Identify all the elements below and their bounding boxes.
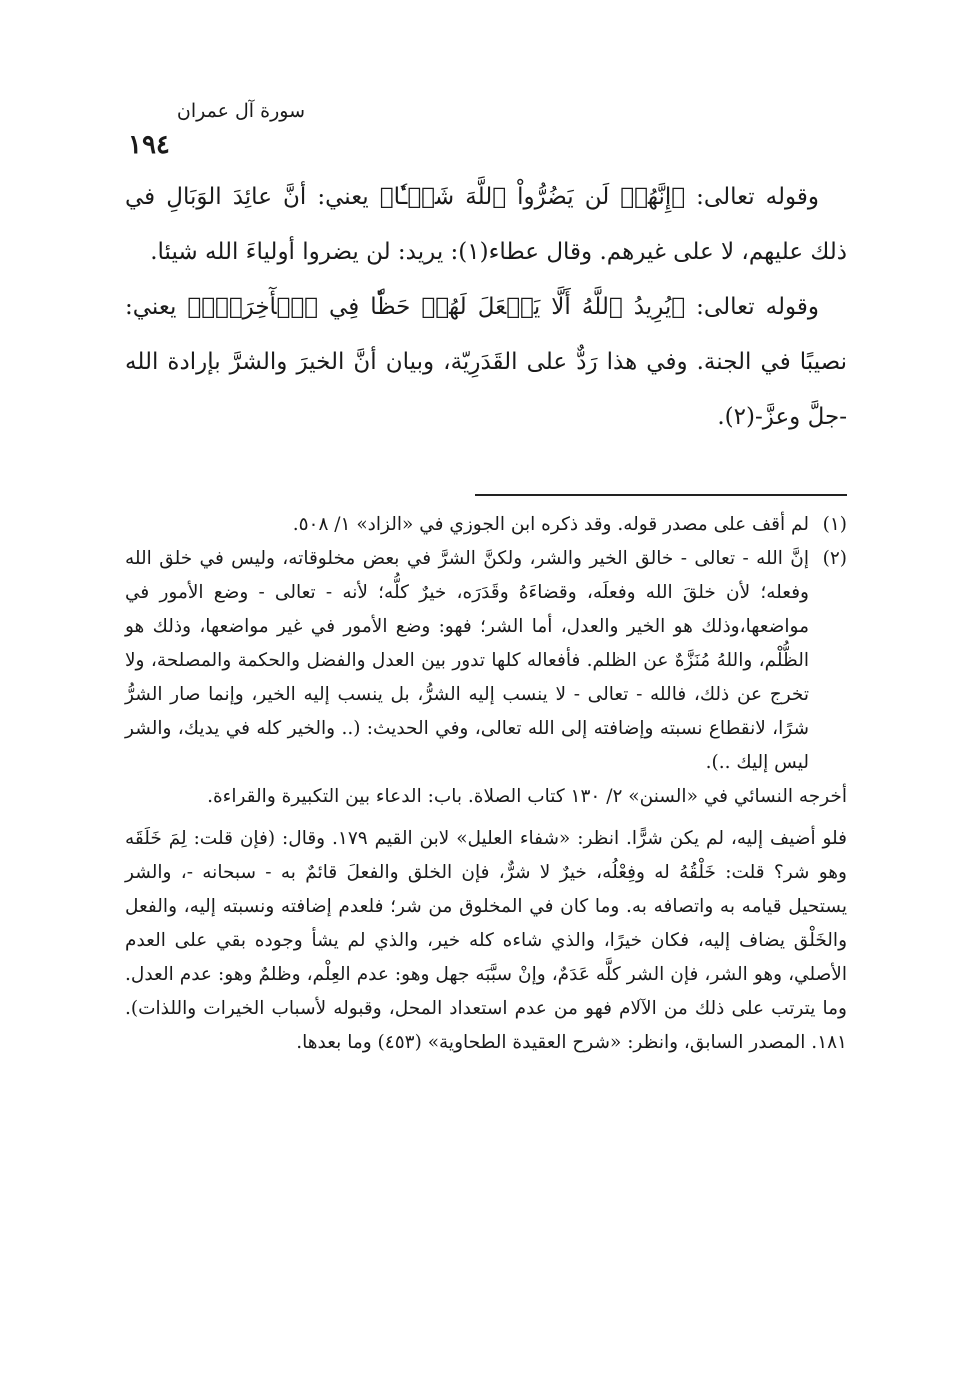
- running-header: سورة آل عمران: [176, 100, 305, 122]
- paragraph-2-text: وقوله تعالى: ﴿يُرِيدُ ٱللَّهُ أَلَّا يَجۡعَلَ لَهُمۡ حَظّٗا فِي ٱلۡأٓخِرَةِۖ﴾ يعني: نصيبًا في الجنة. وفي هذا رَدٌّ على القَدَرِيّة، وبيان أنَّ الخيرَ والشرَّ بإرادة الله -جلَّ وعزَّ-(٢).: [125, 294, 847, 430]
- footnote-2-number: (٢): [822, 548, 847, 569]
- footnote-separator: [475, 494, 847, 496]
- footnote-1: [125, 508, 847, 542]
- footnote-2-text: إنَّ الله - تعالى - خالق الخير والشر، ولكنَّ الشرَّ في بعض مخلوقاته، وليس في خلق الله وفعله؛ لأن خلقَ الله وفعلَه، وقضاءَهُ وقَدَرَه، خيرٌ كلُّه؛ لأنه - تعالى - وضع الأمور في مواضعها،وذلك هو الخير والعدل، أما الشر؛ فهو: وضع الأمور في غير مواضعها، وذلك هو الظُّلْم، واللهُ مُنَزَّهٌ عن الظلم. فأفعاله كلها تدور بين العدل والفضل والحكمة والمصلحة، ولا تخرج عن ذلك، فالله - تعالى - لا ينسب إليه الشرُّ، بل ينسب إليه الخير، وإنما صار الشرُّ شرًا، لانقطاع نسبته وإضافته إلى الله تعالى، وفي الحديث: (.. والخير كله في يديك، والشر ليس إليك ..).: [125, 548, 809, 773]
- footnote-2-continuation: فلو أضيف إليه، لم يكن شرًّا. انظر: «شفاء العليل» لابن القيم ١٧٩. وقال: (فإن قلت: لِمَ خَلَقَه وهو شر؟ قلت: خَلْقُهُ له وفِعْلُه، خيرٌ لا شرٌّ، فإن الخلق والفعلَ قائمٌ به - سبحانه -، والشر يستحيل قيامه به واتصافه به. وما كان في المخلوق من شر؛ فلعدم إضافته ونسبته إليه، والفعل والخَلْق يضاف إليه، فكان خيرًا، والذي شاءه كله خير، والذي لم يشأ وجوده بقي على العدم الأصلي، وهو الشر، فإن الشر كلَّه عَدَمٌ، وإنْ سبَّبَه جهل وهو: عدم العِلْم، وظلمٌ وهو: عدم العدل. وما يترتب على ذلك من الآلام فهو من عدم استعداد المحل، وقبوله لأسباب الخيرات واللذات). ١٨١. المصدر السابق، وانظر: «شرح العقيدة الطحاوية» (٤٥٣) وما بعدها.: [125, 828, 848, 1053]
- paragraph-2: [125, 280, 847, 445]
- main-text: [125, 170, 847, 445]
- page-number: ١٩٤: [128, 130, 170, 160]
- paragraph-1-text: وقوله تعالى: ﴿إِنَّهُمۡ لَن يَضُرُّواْ ٱللَّهَ شَيۡـٔٗا﴾ يعني: أنَّ عائِدَ الوَبَالِ في ذلك عليهم، لا على غيرهم. وقال عطاء(١): يريد: لن يضروا أولياءَ الله شيئا.: [125, 184, 847, 265]
- footnote-1-number: (١): [822, 514, 847, 535]
- footnote-2: [125, 542, 847, 780]
- paragraph-1: [125, 170, 847, 280]
- footnote-2-source: أخرجه النسائي في «السنن» ٢/ ١٣٠ كتاب الصلاة. باب: الدعاء بين التكبيرة والقراءة.: [207, 786, 847, 807]
- footnote-1-text: لم أقف على مصدر قوله. وقد ذكره ابن الجوزي في «الزاد» ١/ ٥٠٨.: [292, 514, 809, 535]
- footnotes: [125, 508, 847, 1060]
